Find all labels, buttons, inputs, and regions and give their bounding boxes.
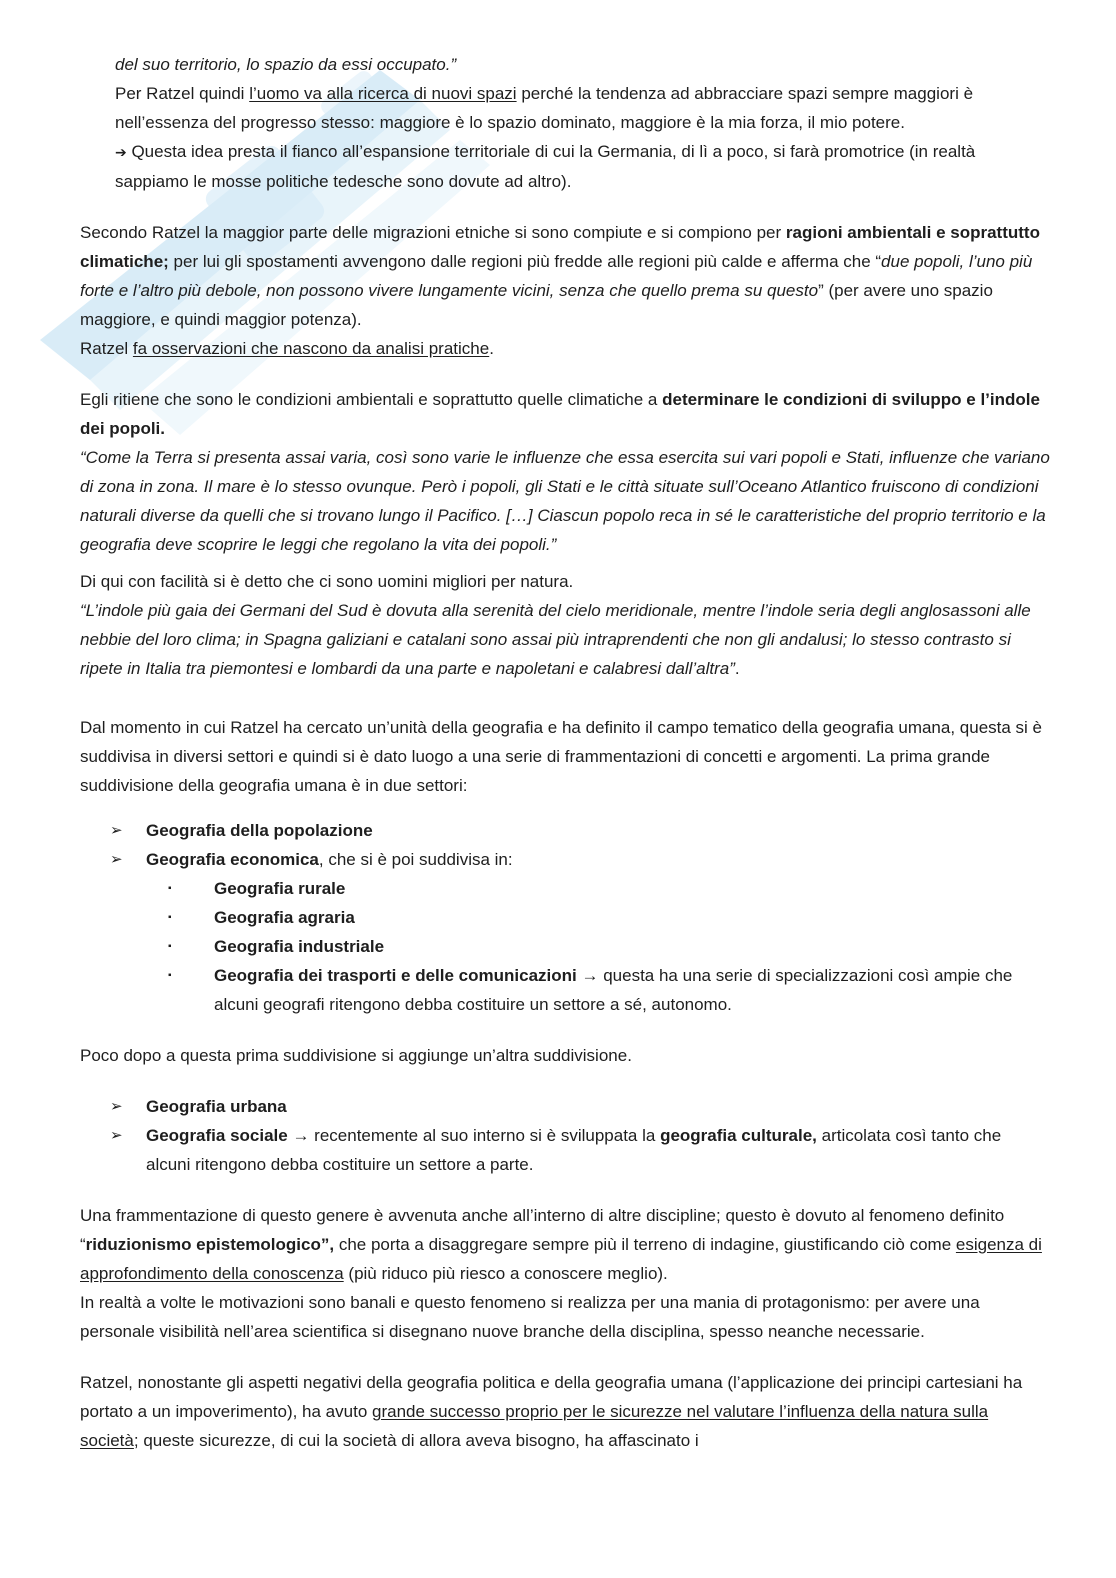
paragraph-ratzel-success	[80, 1368, 1050, 1455]
arrowhead-icon: ➢	[110, 851, 123, 868]
sublist-economic	[146, 874, 1050, 1019]
document-page	[80, 50, 1050, 1455]
list-item	[146, 874, 1050, 903]
paragraph-migrations	[80, 218, 1050, 363]
paragraph-fragmentation: Dal momento in cui Ratzel ha cercato un’unità della geografia e ha definito il campo tematico della geografia umana, questa si è suddivisa in diversi settori e quindi si è dato luogo a una serie di frammentazioni di concetti e argomenti. La prima grande suddivisione della geografia umana è in due settori:	[80, 718, 1043, 795]
paragraph-conditions	[80, 385, 1050, 559]
text-run: per lui gli spostamenti avvengono dalle regioni più fredde alle regioni più calde e afferma che “	[168, 252, 882, 271]
underlined-phrase: esigenza di approfondimento della conoscenza	[80, 1235, 1042, 1283]
square-bullet-icon: ▪	[168, 970, 172, 981]
text-run: perché la tendenza ad abbracciare spazi sempre maggiori è nell’essenza del progresso stesso: maggiore è lo spazio dominato, maggiore è la mia forza, il mio potere.	[115, 84, 974, 132]
list-item	[146, 903, 1050, 932]
bold-phrase: geografia culturale,	[660, 1126, 817, 1145]
arrowhead-icon: ➢	[110, 1098, 123, 1115]
paragraph-better-men	[80, 567, 1050, 683]
quote-end: del suo territorio, lo spazio da essi occupato.”	[115, 55, 457, 74]
square-bullet-icon: ▪	[168, 941, 172, 952]
text-run: In realtà a volte le motivazioni sono banali e questo fenomeno si realizza per una mania di protagonismo: per avere una personale visibilità nell’area scientifica si disegnano nuove branche della disciplina, spesso neanche necessarie.	[80, 1293, 980, 1341]
underlined-phrase: l’uomo va alla ricerca di nuovi spazi	[249, 84, 517, 103]
text-run: Di qui con facilità si è detto che ci sono uomini migliori per natura.	[80, 572, 574, 591]
bold-phrase: Geografia agraria	[214, 908, 355, 927]
arrow-icon: ➔	[115, 144, 127, 160]
bold-phrase: determinare le condizioni di sviluppo e l’indole dei popoli.	[80, 390, 1040, 438]
arrowhead-icon: ➢	[110, 822, 123, 839]
bold-phrase: Geografia della popolazione	[146, 821, 373, 840]
bold-phrase: Geografia economica	[146, 850, 319, 869]
text-run: Ratzel	[80, 339, 133, 358]
bold-phrase: Geografia rurale	[214, 879, 346, 898]
underlined-phrase: fa osservazioni che nascono da analisi pratiche	[132, 339, 490, 358]
text-run: Per Ratzel quindi	[115, 84, 250, 103]
paragraph-ratzel-space	[80, 50, 1050, 196]
text-run: Egli ritiene che sono le condizioni ambientali e soprattutto quelle climatiche a	[80, 390, 663, 409]
bold-phrase: ragioni ambientali e soprattutto climatiche;	[80, 223, 1040, 271]
italic-quote: “L’indole più gaia dei Germani del Sud è dovuta alla serenità del cielo meridionale, mentre l’indole seria degli anglosassoni alle nebbie del loro clima; in Spagna galiziani e catalani sono assai più intraprendenti che non gli andalusi; lo stesso contrasto si ripete in Italia tra piemontesi e lombardi da una parte e napoletani e calabresi dall’altra”	[80, 601, 1031, 678]
text-run: (più riduco più riesco a conoscere meglio).	[343, 1264, 668, 1283]
text-run: Una frammentazione di questo genere è avvenuta anche all’interno di altre discipline; questo è dovuto al fenomeno definito “	[80, 1206, 1005, 1254]
bold-phrase: Geografia dei trasporti e delle comunicazioni	[214, 966, 577, 985]
text-run: Questa idea presta il fianco all’espansione territoriale di cui la Germania, di lì a poco, si farà promotrice (in realtà sappiamo le mosse politiche tedesche sono dovute ad altro).	[115, 142, 976, 191]
text-run: → recentemente al suo interno si è sviluppata la	[287, 1126, 661, 1145]
text-run: .	[734, 659, 740, 678]
list-item	[80, 1092, 1050, 1121]
text-run: ; queste sicurezze, di cui la società di allora aveva bisogno, ha affascinato i	[133, 1431, 699, 1450]
bold-phrase: riduzionismo epistemologico”,	[85, 1235, 335, 1254]
text-run: Ratzel, nonostante gli aspetti negativi della geografia politica e della geografia umana (l’applicazione dei principi cartesiani ha portato a un impoverimento), ha avuto	[80, 1373, 1023, 1421]
bold-phrase: Geografia industriale	[214, 937, 385, 956]
bold-phrase: Geografia sociale	[146, 1126, 288, 1145]
list-first-division	[80, 816, 1050, 1019]
bold-phrase: Geografia urbana	[146, 1097, 287, 1116]
arrowhead-icon: ➢	[110, 1127, 123, 1144]
list-item	[80, 1121, 1050, 1179]
list-item	[80, 816, 1050, 845]
text-run: articolata così tanto che alcuni ritengono debba costituire un settore a parte.	[146, 1126, 1002, 1174]
text-run: Secondo Ratzel la maggior parte delle migrazioni etniche si sono compiute e si compiono per	[80, 223, 786, 242]
text-run: che porta a disaggregare sempre più il terreno di indagine, giustificando ciò come	[334, 1235, 956, 1254]
list-item	[146, 961, 1050, 1019]
paragraph-reductionism	[80, 1201, 1050, 1346]
list-second-division	[80, 1092, 1050, 1179]
list-item	[146, 932, 1050, 961]
text-run: → questa ha una serie di specializzazioni così ampie che alcuni geografi ritengono debba costituire un settore a sé, autonomo.	[214, 966, 1013, 1014]
text-run: ” (per avere uno spazio maggiore, e quindi maggior potenza).	[80, 281, 993, 329]
text-run: .	[489, 339, 494, 358]
text-run: , che si è poi suddivisa in:	[318, 850, 513, 869]
square-bullet-icon: ▪	[168, 883, 172, 894]
list-item	[80, 845, 1050, 1019]
square-bullet-icon: ▪	[168, 912, 172, 923]
paragraph-second-division: Poco dopo a questa prima suddivisione si aggiunge un’altra suddivisione.	[80, 1046, 632, 1065]
italic-quote: “Come la Terra si presenta assai varia, così sono varie le influenze che essa esercita sui vari popoli e Stati, influenze che variano di zona in zona. Il mare è lo stesso ovunque. Però i popoli, gli Stati e le città situate sull’Oceano Atlantico fruiscono di condizioni naturali diverse da quelli che si trovano lungo il Pacifico. […] Ciascun popolo reca in sé le caratteristiche del proprio territorio e la geografia deve scoprire le leggi che regolano la vita dei popoli.”	[80, 448, 1050, 554]
italic-quote: due popoli, l’uno più forte e l’altro più debole, non possono vivere lungamente vicini, senza che quello prema su questo	[80, 252, 1033, 300]
underlined-phrase: grande successo proprio per le sicurezze nel valutare l’influenza della natura sulla società	[80, 1402, 989, 1450]
